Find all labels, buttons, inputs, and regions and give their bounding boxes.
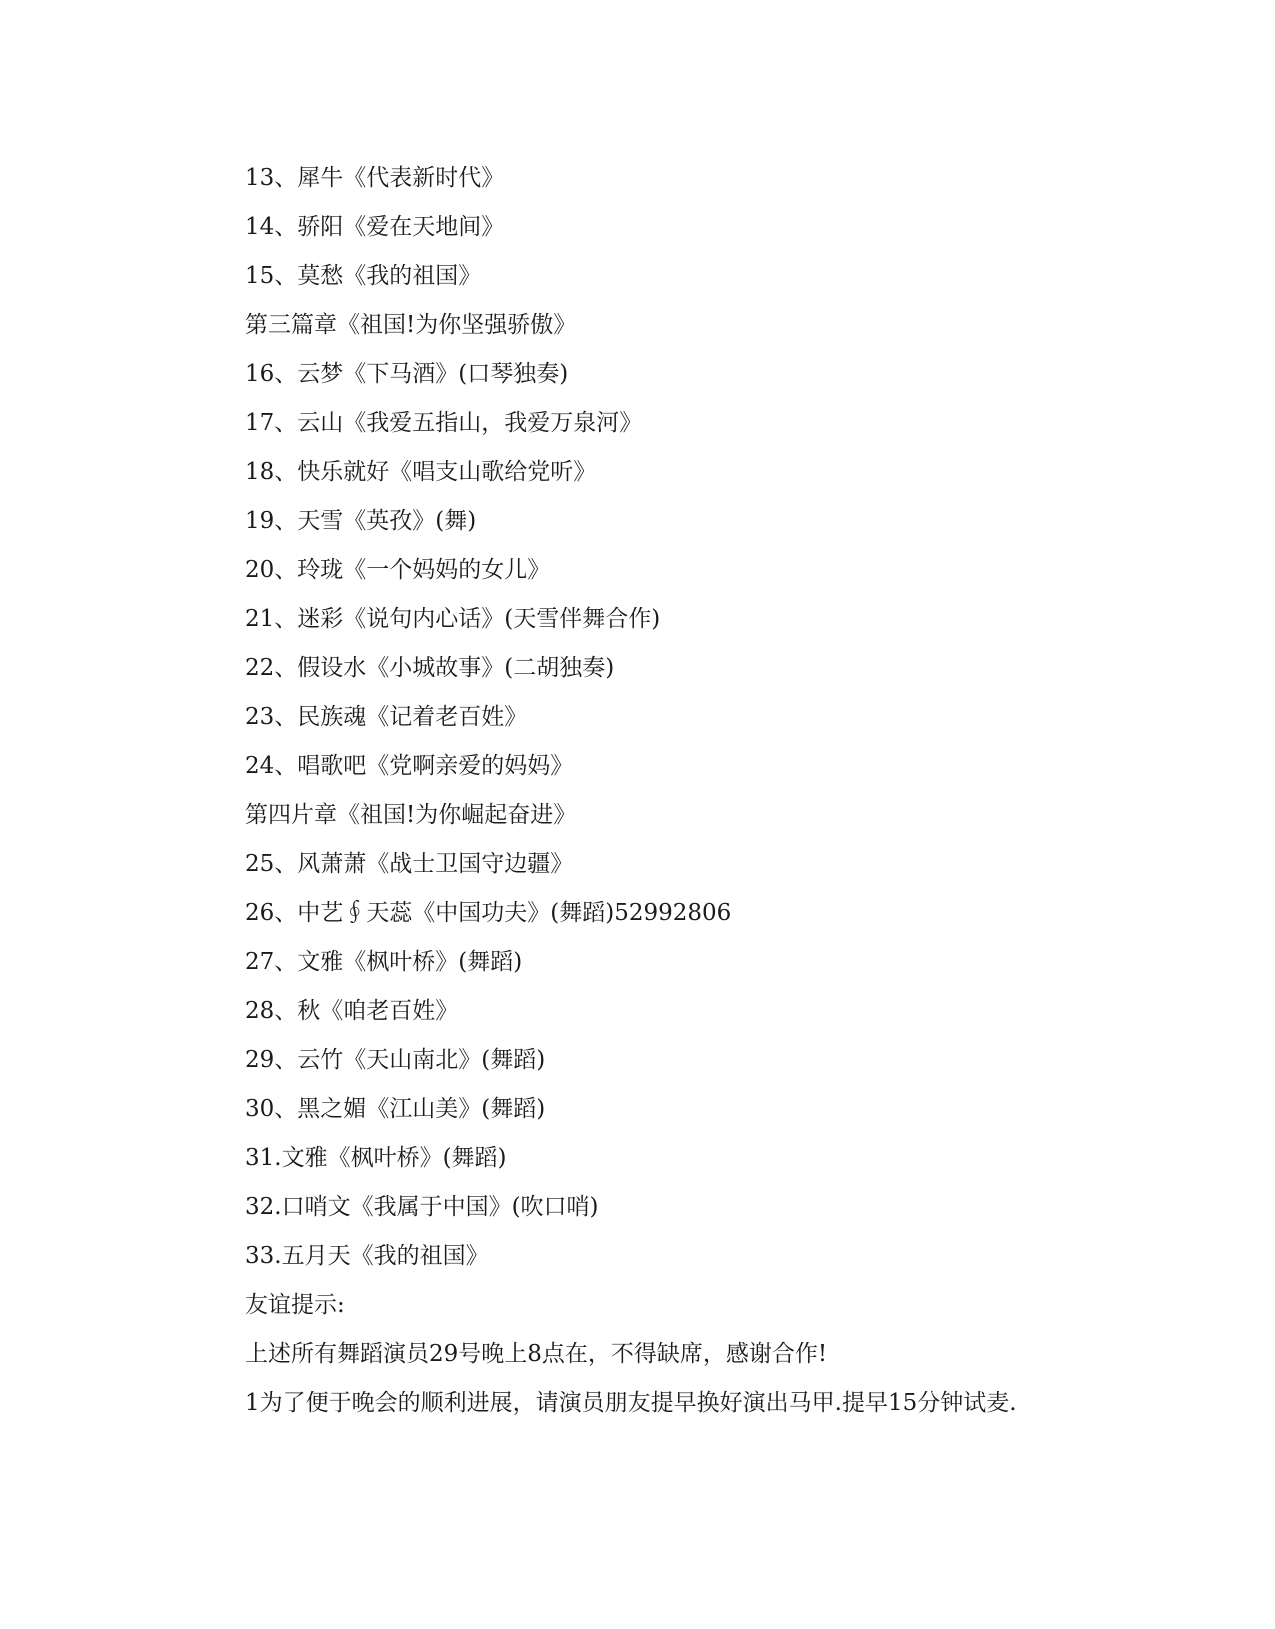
program-list — [245, 154, 1145, 1428]
program-item-20: 20、玲珑《一个妈妈的女儿》 — [245, 557, 551, 583]
program-item-29: 29、云竹《天山南北》(舞蹈) — [245, 1047, 546, 1073]
program-item-14: 14、骄阳《爱在天地间》 — [245, 214, 505, 240]
reminder-heading: 友谊提示: — [245, 1292, 345, 1318]
program-item-28: 28、秋《咱老百姓》 — [245, 998, 459, 1024]
program-item-30: 30、黑之媚《江山美》(舞蹈) — [245, 1096, 546, 1122]
chapter-three-heading: 第三篇章《祖国!为你坚强骄傲》 — [245, 312, 577, 338]
program-item-13: 13、犀牛《代表新时代》 — [245, 165, 505, 191]
program-item-24: 24、唱歌吧《党啊亲爱的妈妈》 — [245, 753, 574, 779]
reminder-note-1: 1为了便于晚会的顺利进展，请演员朋友提早换好演出马甲.提早15分钟试麦. — [245, 1390, 1017, 1416]
program-item-16: 16、云梦《下马酒》(口琴独奏) — [245, 361, 569, 387]
reminder-dancers-note: 上述所有舞蹈演员29号晚上8点在，不得缺席，感谢合作! — [245, 1341, 828, 1367]
program-item-21: 21、迷彩《说句内心话》(天雪伴舞合作) — [245, 606, 661, 632]
program-item-33: 33.五月天《我的祖国》 — [245, 1243, 489, 1269]
program-item-25: 25、风萧萧《战士卫国守边疆》 — [245, 851, 574, 877]
program-item-19: 19、天雪《英孜》(舞) — [245, 508, 477, 534]
program-item-27: 27、文雅《枫叶桥》(舞蹈) — [245, 949, 523, 975]
program-item-32: 32.口哨文《我属于中国》(吹口哨) — [245, 1194, 599, 1220]
program-item-22: 22、假设水《小城故事》(二胡独奏) — [245, 655, 615, 681]
program-item-17: 17、云山《我爱五指山，我爱万泉河》 — [245, 410, 643, 436]
program-item-23: 23、民族魂《记着老百姓》 — [245, 704, 528, 730]
program-item-31: 31.文雅《枫叶桥》(舞蹈) — [245, 1145, 507, 1171]
program-item-15: 15、莫愁《我的祖国》 — [245, 263, 482, 289]
program-item-26: 26、中艺∮天蕊《中国功夫》(舞蹈)52992806 — [245, 900, 732, 926]
chapter-four-heading: 第四片章《祖国!为你崛起奋进》 — [245, 802, 577, 828]
program-item-18: 18、快乐就好《唱支山歌给党听》 — [245, 459, 597, 485]
